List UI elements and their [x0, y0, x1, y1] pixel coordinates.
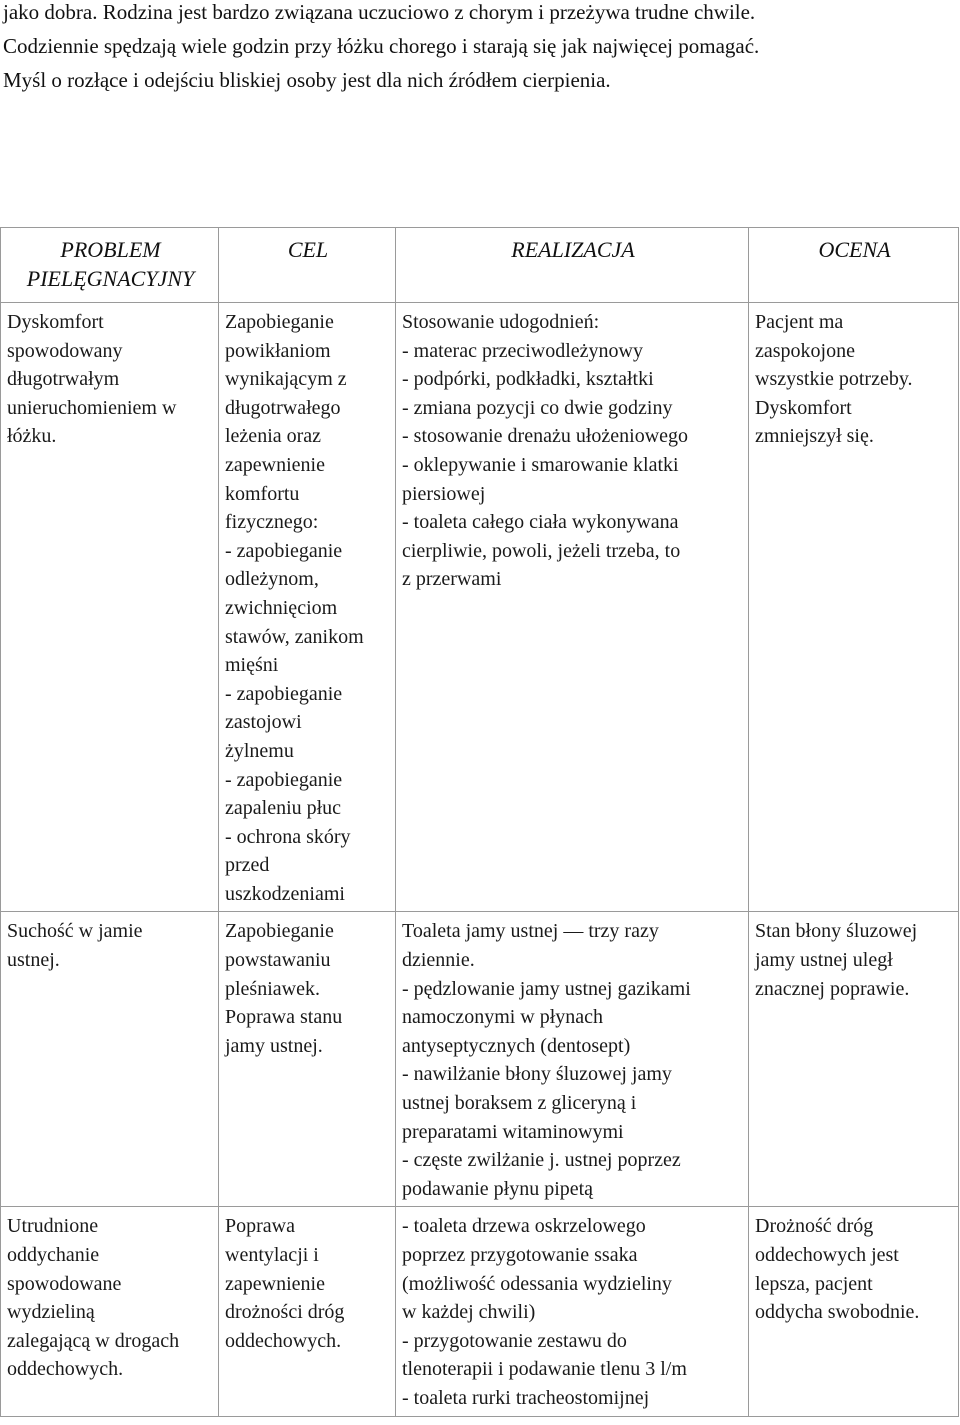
header-problem-line: PROBLEM: [60, 237, 161, 262]
cell-problem-line: oddechowych.: [7, 1358, 124, 1381]
cell-problem-line: wydzieliną: [7, 1301, 95, 1324]
cell-realizacja-line: podawanie płynu pipetą: [402, 1177, 594, 1200]
cell-ocena: [749, 912, 959, 1207]
cell-problem-line: Suchość w jamie: [7, 920, 143, 943]
cell-realizacja-line: - podpórki, podkładki, kształtki: [402, 368, 654, 391]
cell-problem-line: oddychanie: [7, 1244, 100, 1266]
cell-cel-line: przed: [225, 854, 270, 877]
header-problem: [1, 228, 219, 303]
cell-ocena-line: Pacjent ma: [755, 311, 844, 333]
cell-realizacja-line: Stosowanie udogodnień:: [402, 311, 600, 333]
cell-cel-line: - ochrona skóry: [225, 825, 351, 848]
cell-ocena: [749, 303, 959, 912]
header-realizacja: REALIZACJA: [396, 228, 749, 303]
nursing-care-table: [0, 227, 959, 1417]
header-cel: CEL: [219, 228, 396, 303]
cell-problem-line: ustnej.: [7, 949, 60, 972]
cell-realizacja-line: (możliwość odessania wydzieliny: [402, 1272, 672, 1295]
cell-cel-line: powstawaniu: [225, 949, 331, 972]
cell-cel-line: zapewnienie: [225, 453, 325, 476]
cell-realizacja-line: - zmiana pozycji co dwie godziny: [402, 396, 673, 419]
cell-cel-line: drożności dróg: [225, 1301, 345, 1324]
cell-cel-line: leżenia oraz: [225, 425, 322, 448]
cell-ocena: [749, 1207, 959, 1416]
cell-realizacja-line: preparatami witaminowymi: [402, 1120, 624, 1143]
cell-ocena-line: wszystkie potrzeby.: [755, 368, 913, 391]
cell-problem-line: Dyskomfort: [7, 311, 104, 333]
table-row: [1, 1207, 959, 1416]
cell-realizacja-line: - materac przeciwodleżynowy: [402, 339, 643, 362]
table-body: [1, 303, 959, 1417]
cell-realizacja-line: tlenoterapii i podawanie tlenu 3 l/m: [402, 1358, 687, 1381]
intro-paragraph: [3, 0, 953, 95]
cell-realizacja-line: - pędzlowanie jamy ustnej gazikami: [402, 977, 691, 1000]
cell-problem-line: długotrwałym: [7, 368, 120, 391]
table-row: [1, 912, 959, 1207]
cell-problem-line: Utrudnione: [7, 1215, 99, 1238]
cell-cel-line: Poprawa stanu: [225, 1006, 343, 1029]
cell-cel-line: mięśni: [225, 654, 279, 677]
cell-realizacja: [396, 1207, 749, 1416]
cell-cel-line: oddechowych.: [225, 1329, 342, 1352]
cell-realizacja-line: antyseptycznych (dentosept): [402, 1034, 631, 1057]
cell-cel-line: stawów, zanikom: [225, 625, 364, 648]
intro-line: Myśl o rozłące i odejściu bliskiej osoby jest dla nich źródłem cierpienia.: [3, 68, 611, 92]
cell-realizacja-line: z przerwami: [402, 568, 502, 591]
cell-problem-line: unieruchomieniem w: [7, 396, 177, 419]
cell-realizacja-line: - stosowanie drenażu ułożeniowego: [402, 425, 689, 448]
cell-cel-line: pleśniawek.: [225, 977, 320, 1000]
cell-cel: [219, 912, 396, 1207]
cell-realizacja-line: - toaleta całego ciała wykonywana: [402, 511, 679, 534]
cell-realizacja: [396, 303, 749, 912]
cell-problem: [1, 1207, 219, 1416]
cell-realizacja-line: - częste zwilżanie j. ustnej poprzez: [402, 1149, 681, 1172]
intro-line: jako dobra. Rodzina jest bardzo związana uczuciowo z chorym i przeżywa trudne chwile.: [3, 0, 756, 24]
cell-cel-line: - zapobieganie: [225, 539, 343, 562]
cell-problem-line: łóżku.: [7, 425, 57, 448]
table-header-row: [1, 228, 959, 303]
cell-problem-line: spowodowany: [7, 339, 123, 362]
cell-realizacja-line: - nawilżanie błony śluzowej jamy: [402, 1063, 672, 1086]
cell-ocena-line: zaspokojone: [755, 339, 855, 362]
cell-cel-line: długotrwałego: [225, 396, 341, 419]
cell-cel: [219, 1207, 396, 1416]
cell-realizacja-line: w każdej chwili): [402, 1301, 536, 1324]
cell-ocena-line: lepsza, pacjent: [755, 1272, 873, 1295]
cell-ocena-line: Stan błony śluzowej: [755, 920, 918, 943]
cell-cel-line: Zapobieganie: [225, 311, 334, 333]
cell-problem: [1, 303, 219, 912]
cell-ocena-line: Dyskomfort: [755, 396, 852, 419]
cell-cel-line: - zapobieganie: [225, 682, 343, 705]
cell-cel-line: wentylacji i: [225, 1244, 319, 1266]
cell-problem-line: spowodowane: [7, 1272, 122, 1295]
cell-cel-line: wynikającym z: [225, 368, 347, 391]
cell-problem: [1, 912, 219, 1207]
cell-problem-line: zalegającą w drogach: [7, 1329, 180, 1352]
cell-cel-line: żylnemu: [225, 739, 294, 762]
cell-ocena-line: oddycha swobodnie.: [755, 1301, 920, 1324]
cell-cel-line: fizycznego:: [225, 511, 319, 534]
cell-realizacja-line: namoczonymi w płynach: [402, 1006, 604, 1029]
cell-cel-line: powikłaniom: [225, 339, 331, 362]
cell-ocena-line: zmniejszył się.: [755, 425, 874, 448]
cell-realizacja-line: - toaleta drzewa oskrzelowego: [402, 1215, 646, 1238]
cell-realizacja-line: - toaleta rurki tracheostomijnej: [402, 1386, 650, 1409]
cell-cel-line: zapaleniu płuc: [225, 797, 342, 820]
cell-cel-line: Poprawa: [225, 1215, 295, 1238]
cell-realizacja-line: - przygotowanie zestawu do: [402, 1329, 627, 1352]
cell-ocena-line: jamy ustnej uległ: [755, 949, 893, 972]
cell-cel-line: odleżynom,: [225, 568, 319, 591]
cell-ocena-line: Drożność dróg: [755, 1215, 874, 1238]
cell-realizacja-line: cierpliwie, powoli, jeżeli trzeba, to: [402, 539, 681, 562]
header-ocena: OCENA: [749, 228, 959, 303]
cell-cel-line: uszkodzeniami: [225, 882, 345, 905]
cell-cel-line: zastojowi: [225, 711, 302, 734]
cell-cel-line: - zapobieganie: [225, 768, 343, 791]
cell-realizacja: [396, 912, 749, 1207]
cell-ocena-line: oddechowych jest: [755, 1244, 899, 1266]
cell-realizacja-line: - oklepywanie i smarowanie klatki: [402, 453, 679, 476]
cell-realizacja-line: piersiowej: [402, 482, 486, 505]
cell-cel-line: komfortu: [225, 482, 300, 505]
header-problem-line: PIELĘGNACYJNY: [26, 266, 195, 291]
cell-cel-line: jamy ustnej.: [225, 1034, 323, 1057]
cell-ocena-line: znacznej poprawie.: [755, 977, 910, 1000]
cell-realizacja-line: poprzez przygotowanie ssaka: [402, 1244, 638, 1266]
cell-realizacja-line: ustnej boraksem z gliceryną i: [402, 1092, 637, 1115]
cell-cel-line: zwichnięciom: [225, 596, 338, 619]
cell-cel-line: zapewnienie: [225, 1272, 325, 1295]
table-row: [1, 303, 959, 912]
cell-cel: [219, 303, 396, 912]
intro-line: Codziennie spędzają wiele godzin przy łóżku chorego i starają się jak najwięcej pomagać.: [3, 34, 760, 58]
cell-cel-line: Zapobieganie: [225, 920, 334, 943]
cell-realizacja-line: Toaleta jamy ustnej — trzy razy: [402, 920, 659, 943]
cell-realizacja-line: dziennie.: [402, 949, 475, 972]
